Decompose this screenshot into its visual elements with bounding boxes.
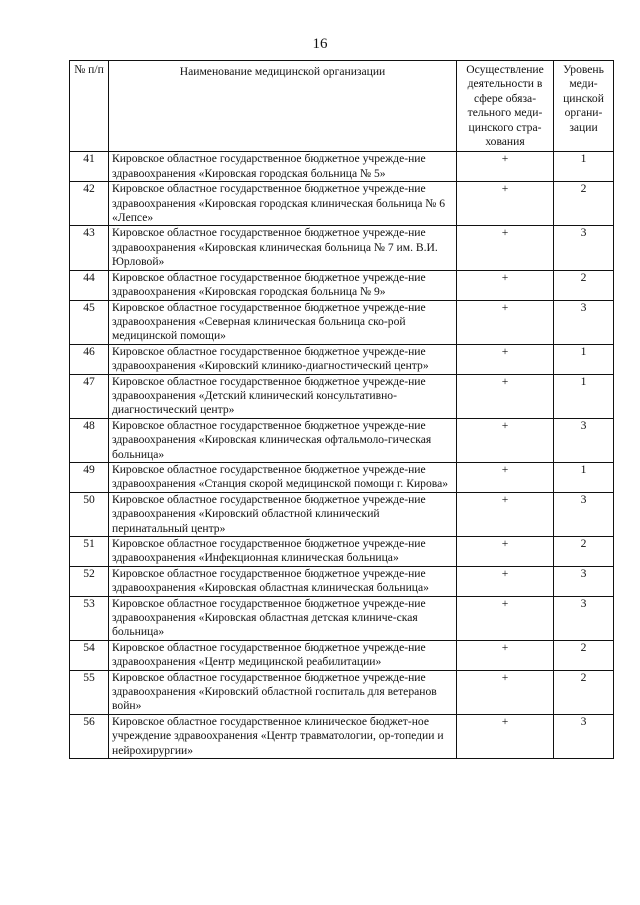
table-row — [70, 300, 614, 344]
oms-mark: + — [457, 640, 554, 670]
organization-level: 1 — [554, 344, 614, 374]
table-row — [70, 714, 614, 758]
table-row — [70, 182, 614, 226]
organization-name: Кировское областное государственное бюджетное учрежде-ние здравоохранения «Кировская клиническая офтальмоло-гическая больница» — [109, 418, 457, 462]
organization-name: Кировское областное государственное бюджетное учрежде-ние здравоохранения «Северная клиническая больница ско-рой медицинской помощи» — [109, 300, 457, 344]
row-number: 47 — [70, 374, 109, 418]
organization-name: Кировское областное государственное бюджетное учрежде-ние здравоохранения «Кировская городская больница № 5» — [109, 152, 457, 182]
oms-mark: + — [457, 182, 554, 226]
table-row — [70, 418, 614, 462]
oms-mark: + — [457, 596, 554, 640]
organization-level: 2 — [554, 670, 614, 714]
oms-mark: + — [457, 566, 554, 596]
organization-name: Кировское областное государственное бюджетное учрежде-ние здравоохранения «Кировская городская клиническая больница № 6 «Лепсе» — [109, 182, 457, 226]
organization-name: Кировское областное государственное бюджетное учрежде-ние здравоохранения «Кировский областной госпиталь для ветеранов войн» — [109, 670, 457, 714]
row-number: 53 — [70, 596, 109, 640]
organization-name: Кировское областное государственное бюджетное учрежде-ние здравоохранения «Кировский клинико-диагностический центр» — [109, 344, 457, 374]
organization-level: 1 — [554, 152, 614, 182]
oms-mark: + — [457, 344, 554, 374]
organization-level: 3 — [554, 226, 614, 270]
table-body — [70, 152, 614, 759]
table-header-row — [70, 61, 614, 152]
organization-name: Кировское областное государственное бюджетное учрежде-ние здравоохранения «Центр медицинской реабилитации» — [109, 640, 457, 670]
oms-mark: + — [457, 300, 554, 344]
row-number: 46 — [70, 344, 109, 374]
row-number: 49 — [70, 462, 109, 492]
header-organization-level: Уровень меди-цинской органи-зации — [554, 61, 614, 152]
organization-name: Кировское областное государственное бюджетное учрежде-ние здравоохранения «Кировская областная клиническая больница» — [109, 566, 457, 596]
header-oms-activity: Осуществление деятельности в сфере обяза-тельного меди-цинского стра-хования — [457, 61, 554, 152]
organization-level: 3 — [554, 566, 614, 596]
table-row — [70, 596, 614, 640]
organization-level: 2 — [554, 182, 614, 226]
organization-level: 1 — [554, 462, 614, 492]
organization-level: 3 — [554, 300, 614, 344]
organization-name: Кировское областное государственное бюджетное учрежде-ние здравоохранения «Кировская городская больница № 9» — [109, 270, 457, 300]
table-row — [70, 270, 614, 300]
oms-mark: + — [457, 270, 554, 300]
row-number: 56 — [70, 714, 109, 758]
row-number: 42 — [70, 182, 109, 226]
oms-mark: + — [457, 714, 554, 758]
oms-mark: + — [457, 492, 554, 536]
table-row — [70, 226, 614, 270]
oms-mark: + — [457, 152, 554, 182]
row-number: 50 — [70, 492, 109, 536]
organization-level: 2 — [554, 537, 614, 567]
row-number: 48 — [70, 418, 109, 462]
row-number: 54 — [70, 640, 109, 670]
table-row — [70, 670, 614, 714]
page-number: 16 — [312, 36, 328, 52]
table-row — [70, 462, 614, 492]
row-number: 43 — [70, 226, 109, 270]
table-row — [70, 492, 614, 536]
oms-mark: + — [457, 418, 554, 462]
oms-mark: + — [457, 374, 554, 418]
organization-name: Кировское областное государственное клиническое бюджет-ное учреждение здравоохранения «Центр травматологии, ор-топедии и нейрохирургии» — [109, 714, 457, 758]
table-row — [70, 152, 614, 182]
oms-mark: + — [457, 537, 554, 567]
table-row — [70, 344, 614, 374]
row-number: 51 — [70, 537, 109, 567]
header-num: № п/п — [70, 61, 109, 152]
organization-name: Кировское областное государственное бюджетное учрежде-ние здравоохранения «Кировская клиническая больница № 7 им. В.И. Юрловой» — [109, 226, 457, 270]
organization-name: Кировское областное государственное бюджетное учрежде-ние здравоохранения «Детский клинический консультативно-диагностический центр» — [109, 374, 457, 418]
oms-mark: + — [457, 670, 554, 714]
row-number: 44 — [70, 270, 109, 300]
organization-level: 3 — [554, 714, 614, 758]
header-organization-name: Наименование медицинской организации — [109, 61, 457, 152]
oms-mark: + — [457, 226, 554, 270]
organization-level: 3 — [554, 596, 614, 640]
organization-name: Кировское областное государственное бюджетное учрежде-ние здравоохранения «Инфекционная клиническая больница» — [109, 537, 457, 567]
organization-level: 2 — [554, 640, 614, 670]
table-row — [70, 566, 614, 596]
row-number: 55 — [70, 670, 109, 714]
organization-name: Кировское областное государственное бюджетное учрежде-ние здравоохранения «Станция скорой медицинской помощи г. Кирова» — [109, 462, 457, 492]
row-number: 41 — [70, 152, 109, 182]
table-row — [70, 537, 614, 567]
organization-level: 1 — [554, 374, 614, 418]
organization-level: 2 — [554, 270, 614, 300]
table-row — [70, 640, 614, 670]
row-number: 52 — [70, 566, 109, 596]
organization-name: Кировское областное государственное бюджетное учрежде-ние здравоохранения «Кировский областной клинический перинатальный центр» — [109, 492, 457, 536]
table-row — [70, 374, 614, 418]
oms-mark: + — [457, 462, 554, 492]
organizations-table — [69, 60, 614, 759]
organization-name: Кировское областное государственное бюджетное учрежде-ние здравоохранения «Кировская областная детская клиниче-ская больница» — [109, 596, 457, 640]
organization-level: 3 — [554, 492, 614, 536]
organization-level: 3 — [554, 418, 614, 462]
row-number: 45 — [70, 300, 109, 344]
